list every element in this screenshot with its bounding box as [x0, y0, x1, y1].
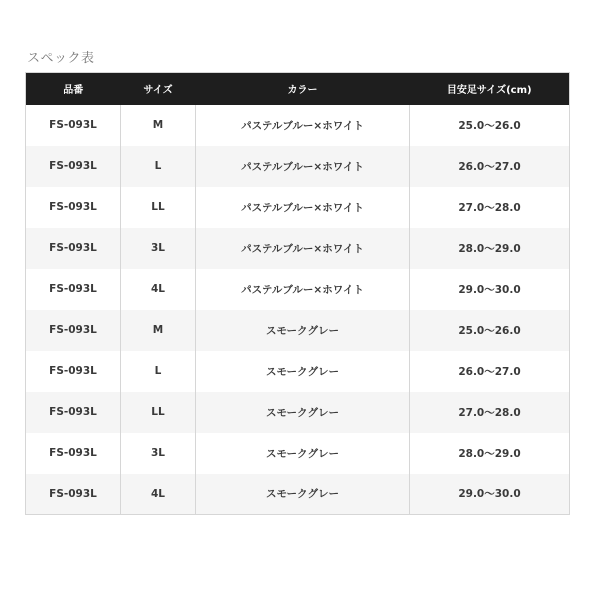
cell-product-code: FS-093L [49, 406, 97, 418]
cell-color: パステルブルー×ホワイト [196, 269, 410, 310]
cell-size: M [121, 105, 196, 146]
table-row [26, 433, 570, 474]
header-foot-size: 目安足サイズ(cm) [446, 85, 532, 97]
cell-size: 3L [121, 228, 196, 269]
spec-table [25, 72, 570, 515]
table-header [26, 73, 570, 105]
page-title: スペック表 [27, 51, 95, 66]
table-row [26, 310, 570, 351]
table-row [26, 351, 570, 392]
header-size: サイズ [143, 85, 173, 97]
cell-color: パステルブルー×ホワイト [196, 105, 410, 146]
table-row [26, 105, 570, 146]
table-row [26, 269, 570, 310]
header-color: カラー [287, 85, 318, 97]
cell-product-code: FS-093L [49, 447, 97, 459]
cell-foot-size: 29.0〜30.0 [410, 269, 570, 310]
cell-product-code: FS-093L [49, 119, 97, 131]
cell-size: LL [121, 392, 196, 433]
cell-product-code: FS-093L [49, 365, 97, 377]
cell-color: スモークグレー [196, 474, 410, 515]
header-product-code: 品番 [63, 85, 84, 97]
cell-size: 3L [121, 433, 196, 474]
cell-product-code: FS-093L [49, 283, 97, 295]
table-body [26, 105, 570, 515]
cell-size: 4L [121, 474, 196, 515]
cell-size: LL [121, 187, 196, 228]
cell-product-code: FS-093L [49, 201, 97, 213]
cell-foot-size: 25.0〜26.0 [410, 105, 570, 146]
cell-color: スモークグレー [196, 351, 410, 392]
cell-product-code: FS-093L [49, 242, 97, 254]
cell-size: M [121, 310, 196, 351]
cell-product-code: FS-093L [49, 160, 97, 172]
cell-size: 4L [121, 269, 196, 310]
cell-color: スモークグレー [196, 310, 410, 351]
table-header-row [26, 73, 570, 105]
cell-foot-size: 26.0〜27.0 [410, 146, 570, 187]
table-row [26, 392, 570, 433]
cell-foot-size: 27.0〜28.0 [410, 187, 570, 228]
cell-product-code: FS-093L [49, 324, 97, 336]
cell-color: パステルブルー×ホワイト [196, 146, 410, 187]
cell-color: スモークグレー [196, 433, 410, 474]
cell-foot-size: 28.0〜29.0 [410, 433, 570, 474]
cell-color: スモークグレー [196, 392, 410, 433]
table-row [26, 146, 570, 187]
cell-foot-size: 29.0〜30.0 [410, 474, 570, 515]
cell-size: L [121, 351, 196, 392]
cell-foot-size: 26.0〜27.0 [410, 351, 570, 392]
cell-color: パステルブルー×ホワイト [196, 228, 410, 269]
cell-product-code: FS-093L [49, 487, 97, 500]
cell-foot-size: 25.0〜26.0 [410, 310, 570, 351]
cell-color: パステルブルー×ホワイト [196, 187, 410, 228]
table-row [26, 228, 570, 269]
cell-foot-size: 28.0〜29.0 [410, 228, 570, 269]
cell-size: L [121, 146, 196, 187]
cell-foot-size: 27.0〜28.0 [410, 392, 570, 433]
table-row [26, 187, 570, 228]
table-row [26, 474, 570, 515]
